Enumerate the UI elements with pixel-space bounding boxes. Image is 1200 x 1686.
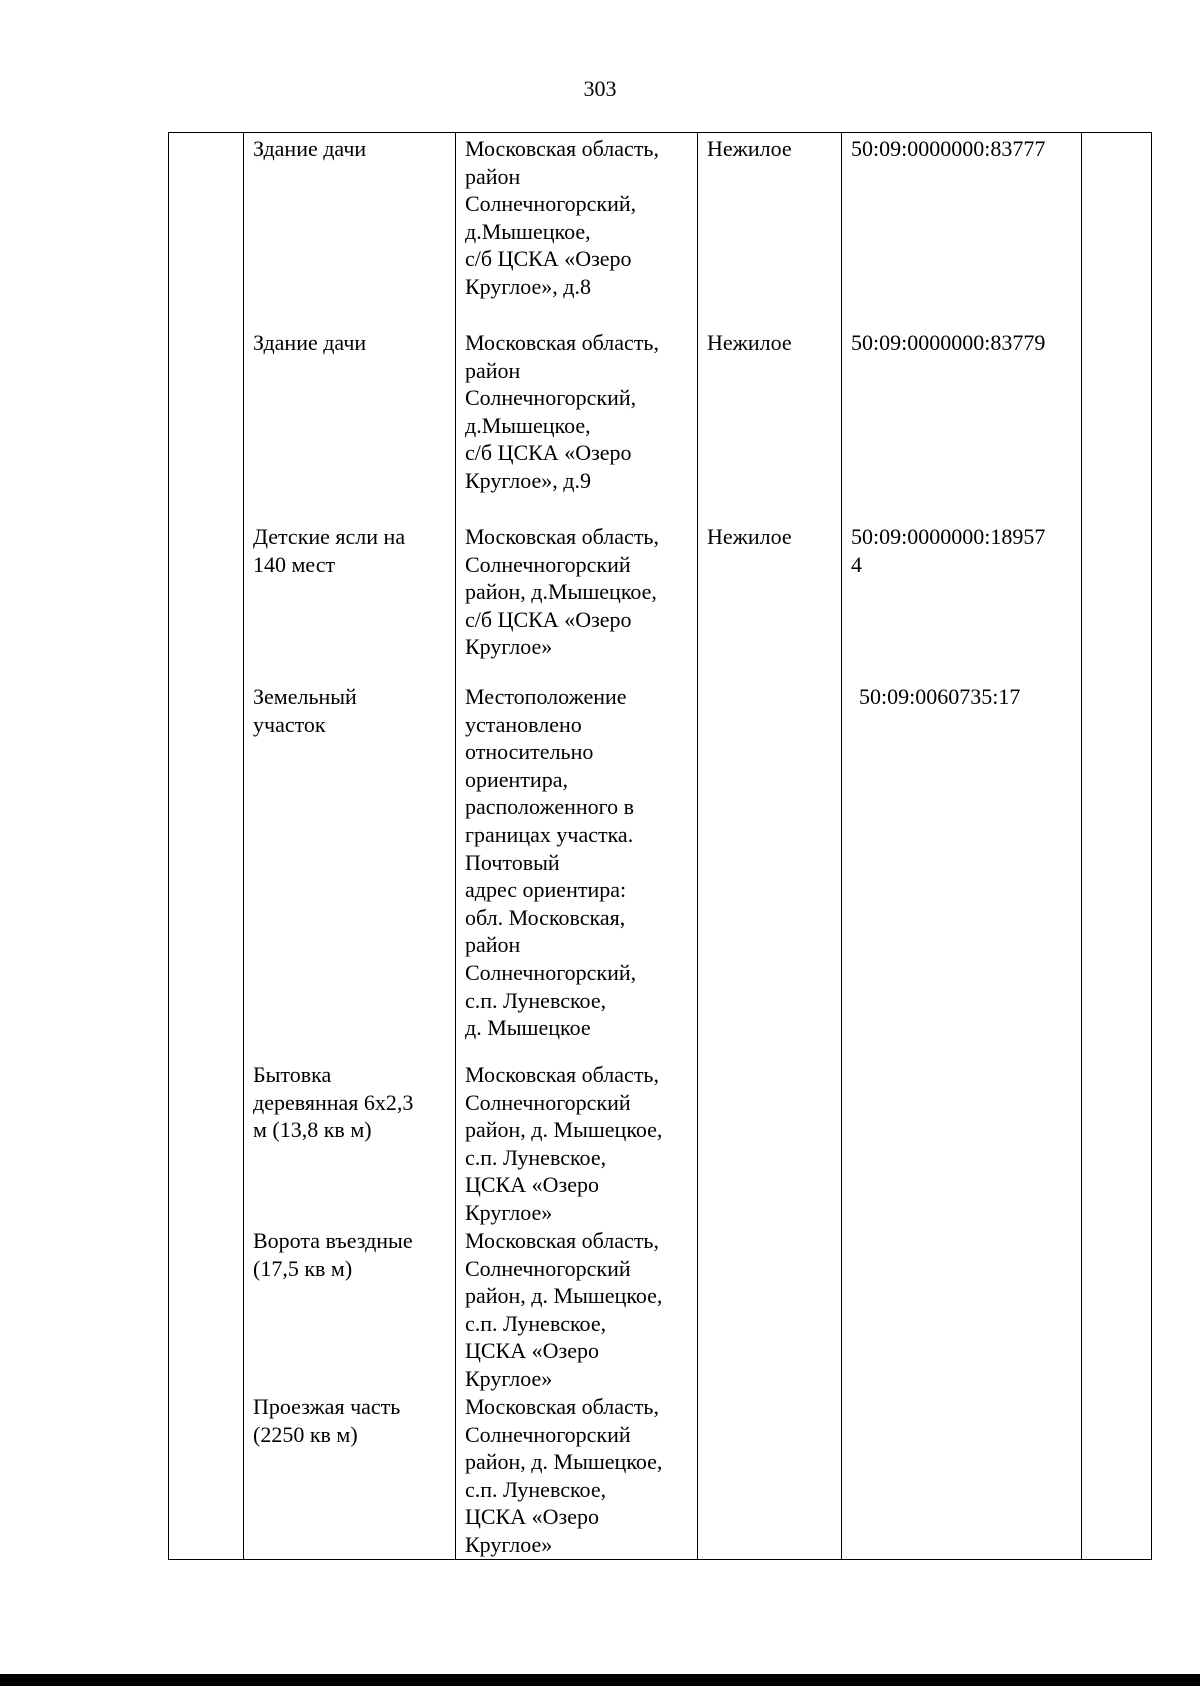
column-divider [243,133,244,1559]
object-name-cell: Здание дачи [253,330,367,355]
property-registry-table [168,132,1152,1560]
object-name-cell: Бытовка деревянная 6х2,3 м (13,8 кв м) [253,1062,414,1143]
property-type-cell: Нежилое [707,330,792,355]
address-cell: Московская область, Солнечногорский район, д.Мышецкое, с/б ЦСКА «Озеро Круглое» [465,524,659,660]
page-number: 303 [583,76,617,101]
property-type-cell: Нежилое [707,136,792,161]
column-divider [455,133,456,1559]
cadastral-number-cell: 50:09:0000000:18957 4 [851,524,1046,577]
address-cell: Московская область, район Солнечногорский, д.Мышецкое, с/б ЦСКА «Озеро Круглое», д.9 [465,330,659,493]
object-name-cell: Детские ясли на 140 мест [253,524,406,577]
cadastral-number-cell: 50:09:0060735:17 [859,684,1021,709]
cadastral-number-cell: 50:09:0000000:83777 [851,136,1046,161]
address-cell: Московская область, Солнечногорский район, д. Мышецкое, с.п. Луневское, ЦСКА «Озеро Круглое» [465,1228,663,1391]
address-cell: Московская область, район Солнечногорский, д.Мышецкое, с/б ЦСКА «Озеро Круглое», д.8 [465,136,659,299]
object-name-cell: Ворота въездные (17,5 кв м) [253,1228,413,1281]
property-type-cell: Нежилое [707,524,792,549]
column-divider [697,133,698,1559]
cadastral-number-cell: 50:09:0000000:83779 [851,330,1046,355]
object-name-cell: Здание дачи [253,136,367,161]
column-divider [841,133,842,1559]
address-cell: Местоположение установлено относительно ориентира, расположенного в границах участка. Почтовый адрес ориентира: обл. Московская, район Солнечногорский, с.п. Луневское, д. Мышецкое [465,684,637,1041]
address-cell: Московская область, Солнечногорский район, д. Мышецкое, с.п. Луневское, ЦСКА «Озеро Круглое» [465,1394,663,1557]
address-cell: Московская область, Солнечногорский район, д. Мышецкое, с.п. Луневское, ЦСКА «Озеро Круглое» [465,1062,663,1225]
object-name-cell: Земельный участок [253,684,357,737]
scan-bottom-edge [0,1674,1200,1686]
object-name-cell: Проезжая часть (2250 кв м) [253,1394,401,1447]
